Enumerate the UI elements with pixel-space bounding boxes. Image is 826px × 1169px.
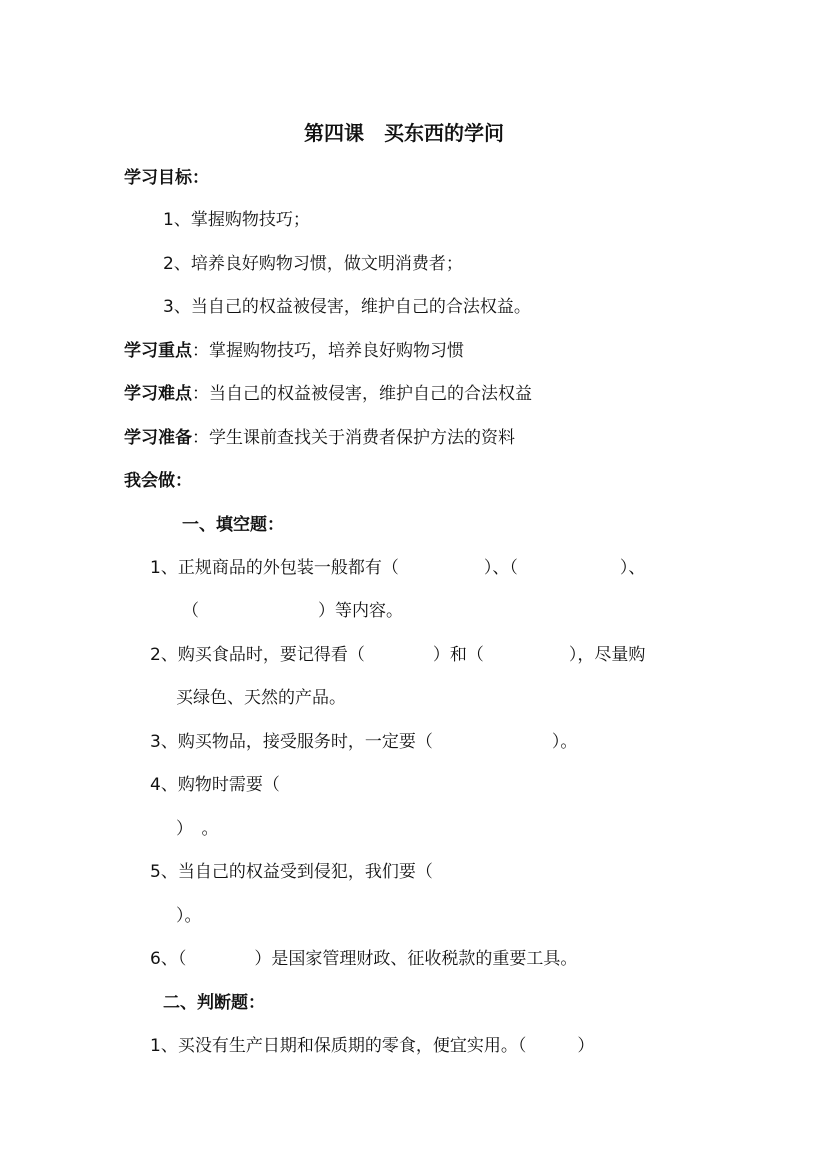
goal-item: 3、当自己的权益被侵害，维护自己的合法权益。 (163, 297, 531, 317)
key-point-label: 学习重点 (124, 341, 192, 361)
preparation-label: 学习准备 (124, 428, 192, 448)
page-title: 第四课 买东西的学问 (304, 121, 504, 145)
goal-item: 1、掌握购物技巧； (163, 210, 310, 230)
fill-question-6: 6、（ ）是国家管理财政、征收税款的重要工具。 (150, 949, 578, 969)
key-point-text: ：掌握购物技巧，培养良好购物习惯 (192, 341, 464, 361)
difficulty-label: 学习难点 (124, 384, 192, 404)
judge-question-1: 1、买没有生产日期和保质期的零食，便宜实用。（ ） (150, 1036, 595, 1056)
fill-question-4: 4、购物时需要（ (150, 775, 280, 795)
fill-question-4-cont: ） 。 (176, 819, 219, 839)
section1-heading: 一、填空题： (182, 515, 284, 535)
preparation-text: ：学生课前查找关于消费者保护方法的资料 (192, 428, 515, 448)
key-point (124, 339, 464, 363)
fill-question-5-cont: ）。 (176, 906, 202, 926)
goals-label: 学习目标： (124, 168, 209, 188)
difficulty-text: ：当自己的权益被侵害，维护自己的合法权益 (192, 384, 532, 404)
practice-label: 我会做： (124, 471, 192, 491)
fill-question-1-cont: （ ）等内容。 (182, 601, 403, 621)
fill-question-2: 2、购买食品时，要记得看（ ）和（ ），尽量购 (150, 645, 646, 665)
difficulty (124, 382, 532, 406)
fill-question-2-cont: 买绿色、天然的产品。 (176, 688, 346, 708)
fill-question-5: 5、当自己的权益受到侵犯，我们要（ (150, 862, 433, 882)
preparation (124, 426, 515, 450)
fill-question-1: 1、正规商品的外包装一般都有（ ）、（ ）、 (150, 558, 646, 578)
section2-heading: 二、判断题： (163, 993, 265, 1013)
fill-question-3: 3、购买物品，接受服务时，一定要（ ）。 (150, 732, 578, 752)
goal-item: 2、培养良好购物习惯，做文明消费者； (163, 254, 463, 274)
